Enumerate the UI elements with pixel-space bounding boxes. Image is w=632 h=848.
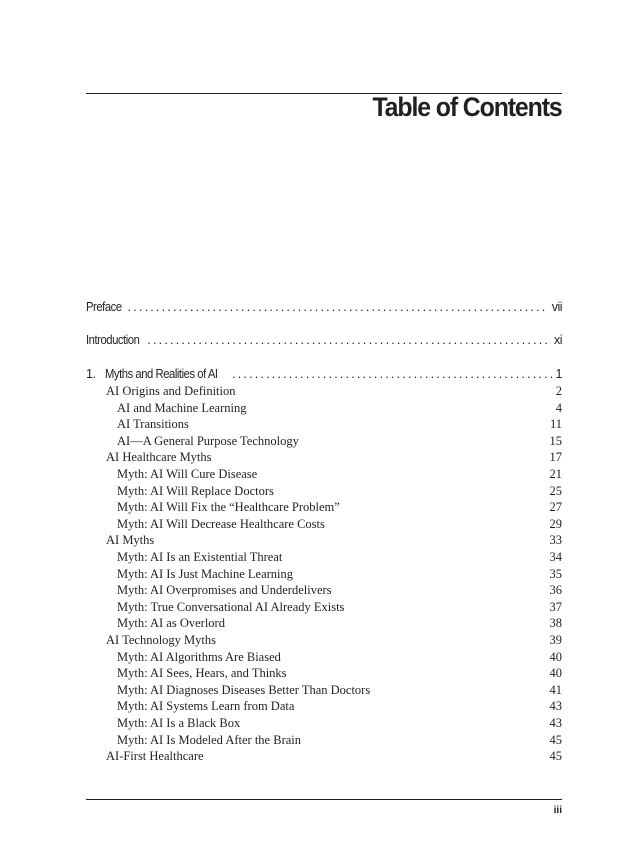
toc-entry-page: 40 (549, 666, 562, 681)
toc-entry[interactable] (86, 749, 562, 764)
toc-entry[interactable] (86, 417, 562, 432)
toc-entry[interactable] (86, 517, 562, 532)
toc-entry-page: 36 (549, 583, 562, 598)
toc-entry[interactable] (86, 716, 562, 731)
toc-entry-title: Myth: AI Systems Learn from Data (117, 699, 295, 714)
toc-entry-title: Myth: True Conversational AI Already Exists (117, 599, 345, 614)
toc-entry-title: Myth: AI Is an Existential Threat (117, 550, 283, 564)
toc-entry[interactable] (86, 567, 562, 582)
toc-entry[interactable] (86, 666, 562, 681)
toc-entry-page: 15 (549, 433, 562, 448)
toc-entry-page: 35 (549, 566, 562, 581)
toc-entry-page: 45 (549, 749, 562, 764)
toc-entry[interactable] (86, 699, 562, 714)
toc-entry-title: Myth: AI Sees, Hears, and Thinks (117, 666, 287, 681)
toc-entry-title: Myth: AI Will Fix the “Healthcare Problem” (117, 500, 340, 515)
toc-entry[interactable] (86, 450, 562, 465)
toc-entry-title: AI Healthcare Myths (106, 450, 212, 465)
toc-entry[interactable] (86, 600, 562, 615)
toc-entry-page: 40 (549, 649, 562, 664)
toc-entry-title: AI Myths (106, 533, 155, 548)
toc-entry-page: 33 (549, 533, 562, 548)
toc-entry-title: Myths and Realities of AI (105, 367, 218, 381)
toc-entry-title: AI Transitions (117, 417, 189, 432)
toc-entry-page: 45 (549, 732, 562, 747)
toc-entry-page: 11 (549, 417, 562, 432)
toc-entry-title: AI and Machine Learning (117, 400, 247, 415)
toc-entry[interactable] (86, 633, 562, 648)
toc-entry-page: 27 (549, 500, 562, 515)
toc-entry[interactable] (86, 434, 562, 449)
toc-entry-title: Myth: AI Overpromises and Underdelivers (117, 583, 332, 598)
dot-leader (232, 367, 551, 381)
page-title: Table of Contents (372, 92, 562, 122)
toc-entry-page: 39 (549, 633, 562, 647)
bottom-rule (86, 799, 562, 800)
toc-entry-title: Preface (86, 300, 122, 314)
chapter-number: 1. (86, 367, 96, 381)
toc-entry-page: vii (551, 300, 562, 314)
toc-entry[interactable] (86, 616, 562, 631)
toc-entry-title: Myth: AI Is a Black Box (117, 716, 241, 730)
toc-entry[interactable] (86, 533, 562, 548)
toc-entry-title: Introduction (86, 333, 140, 347)
toc-entry-page: 4 (555, 400, 562, 415)
page-number: iii (553, 805, 562, 816)
toc-entry-page: 1 (555, 367, 562, 381)
toc-entry-page: xi (553, 333, 562, 347)
toc-entry-introduction[interactable] (86, 333, 562, 347)
toc-entry-page: 37 (549, 599, 562, 614)
toc-entry-page: 21 (549, 467, 562, 481)
toc-entry-title: Myth: AI Will Cure Disease (117, 467, 258, 481)
toc-entry[interactable] (86, 401, 562, 416)
toc-entry-title: Myth: AI Diagnoses Diseases Better Than Doctors (117, 682, 371, 697)
toc-entry-title: Myth: AI Is Modeled After the Brain (117, 732, 301, 747)
toc-entry[interactable] (86, 583, 562, 598)
toc-entry-page: 29 (549, 516, 562, 531)
toc-entry[interactable] (86, 550, 562, 565)
toc-entry[interactable] (86, 683, 562, 698)
toc-entry-chapter-1[interactable] (86, 367, 562, 381)
toc-entry-title: Myth: AI Is Just Machine Learning (117, 566, 294, 581)
dot-leader (147, 333, 550, 347)
toc-entry-title: Myth: AI Will Replace Doctors (117, 483, 274, 498)
toc-entry-page: 17 (549, 450, 562, 465)
toc-entry-page: 38 (549, 616, 562, 631)
toc-entry[interactable] (86, 467, 562, 482)
toc-entry-page: 43 (549, 716, 562, 730)
toc-entry-title: AI-First Healthcare (106, 749, 204, 764)
toc-entry[interactable] (86, 733, 562, 748)
toc-entry-page: 34 (549, 550, 562, 564)
toc-entry[interactable] (86, 650, 562, 665)
toc-entry[interactable] (86, 484, 562, 499)
toc-entry-title: AI Origins and Definition (106, 384, 236, 398)
toc-entry-title: Myth: AI as Overlord (117, 616, 225, 631)
toc-entry-page: 43 (549, 699, 562, 714)
toc-entry-title: AI Technology Myths (106, 633, 216, 647)
toc-entry-preface[interactable] (86, 300, 562, 314)
toc-entry-title: Myth: AI Algorithms Are Biased (117, 649, 281, 664)
toc-entry-page: 2 (555, 384, 562, 398)
toc-entry-page: 41 (549, 682, 562, 697)
toc-entry[interactable] (86, 500, 562, 515)
toc-entry[interactable] (86, 384, 562, 399)
toc-entry-title: Myth: AI Will Decrease Healthcare Costs (117, 516, 325, 531)
dot-leader (128, 300, 548, 314)
toc-entry-title: AI—A General Purpose Technology (117, 433, 299, 448)
toc-entry-page: 25 (549, 483, 562, 498)
